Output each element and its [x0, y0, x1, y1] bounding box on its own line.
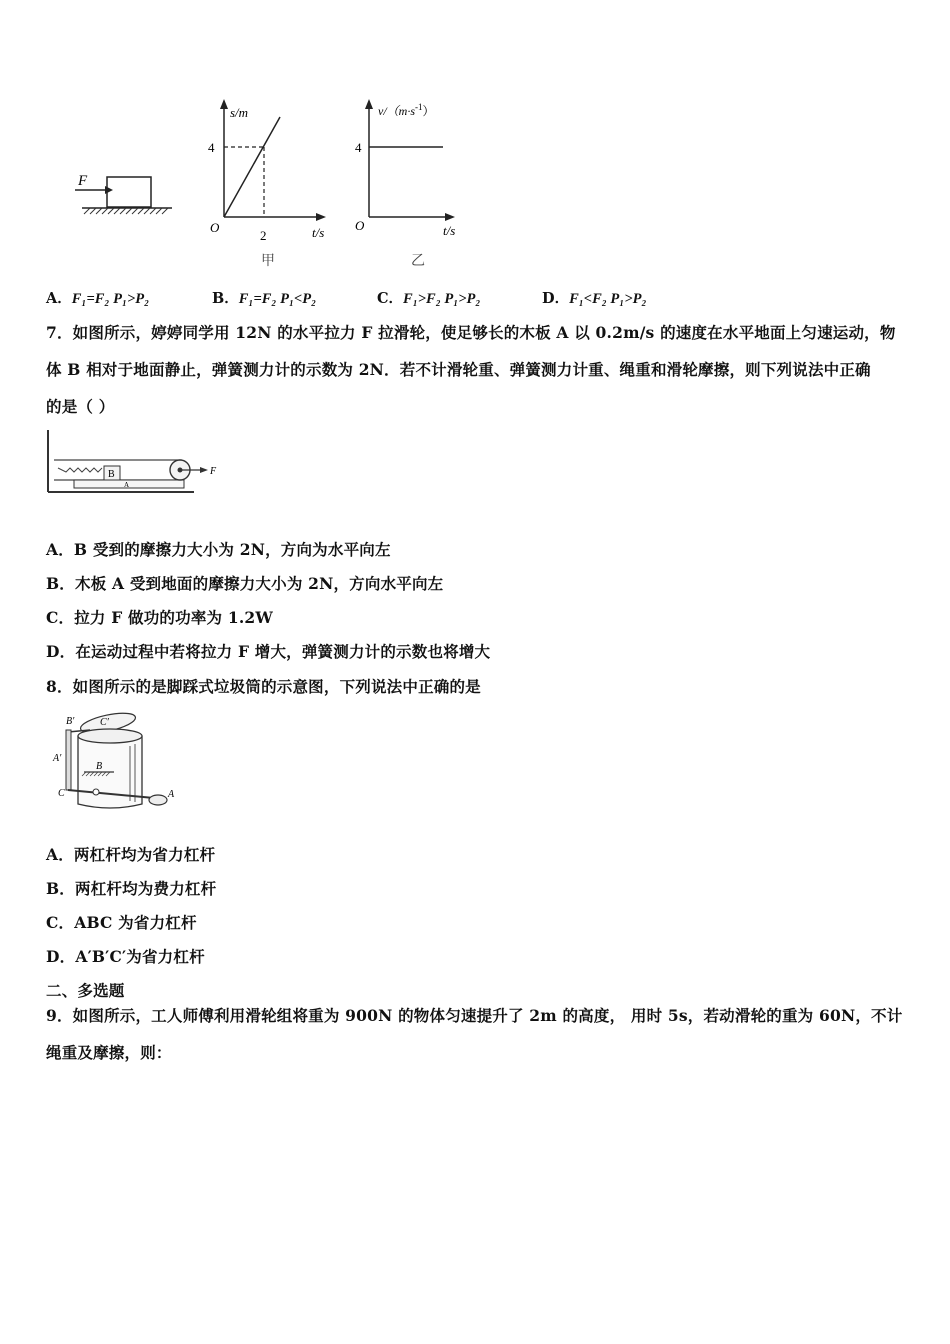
- q7-option-a[interactable]: A．B 受到的摩擦力大小为 2N，方向为水平向左: [46, 540, 391, 559]
- label-b: B: [96, 761, 103, 772]
- label-c: C: [58, 788, 65, 799]
- label-b-prime: B′: [66, 716, 75, 727]
- q7-pulley-figure: [44, 430, 224, 496]
- section-heading: 二、多选题: [46, 981, 125, 1000]
- x-axis-label: t/s: [312, 225, 325, 240]
- label-c-prime: C′: [100, 717, 109, 728]
- q6-block-figure: [70, 165, 180, 220]
- q8-option-c[interactable]: C．ABC 为省力杠杆: [46, 913, 197, 932]
- q8-trash-can-figure: [50, 706, 180, 816]
- q7-option-b[interactable]: B．木板 A 受到地面的摩擦力大小为 2N，方向水平向左: [46, 574, 444, 593]
- option-letter: A．: [46, 290, 72, 307]
- y-axis-close: ）: [422, 104, 435, 118]
- pedal: [149, 795, 167, 805]
- label-a: A: [124, 481, 130, 489]
- q7-stem-line-3: 的是（ ）: [46, 397, 115, 416]
- q9-stem-line-1: 9．如图所示，工人师傅利用滑轮组将重为 900N 的物体匀速提升了 2m 的高度， 用时 5s，若动滑轮的重为 60N，不计: [46, 1006, 903, 1025]
- graph-caption: 甲: [261, 254, 275, 269]
- q8-option-a[interactable]: A．两杠杆均为省力杠杆: [46, 845, 216, 864]
- q8-stem: 8．如图所示的是脚踩式垃圾筒的示意图，下列说法中正确的是: [46, 677, 481, 696]
- graph-caption: 乙: [411, 254, 425, 269]
- x-tick: 2: [260, 228, 267, 243]
- q6-option-d[interactable]: [542, 287, 647, 308]
- option-letter: D．: [542, 290, 570, 307]
- q6-option-c[interactable]: [377, 287, 480, 308]
- force-label: F: [78, 173, 88, 189]
- option-text: F₁=F₂ P₁>P₂: [71, 291, 150, 307]
- y-axis-label: s/m: [230, 105, 249, 120]
- q6-option-a[interactable]: [46, 287, 149, 308]
- q7-option-d[interactable]: D．在运动过程中若将拉力 F 增大，弹簧测力计的示数也将增大: [46, 642, 491, 661]
- origin-label: O: [355, 218, 365, 233]
- label-a: A: [168, 789, 175, 800]
- q8-option-d[interactable]: D．A′B′C′为省力杠杆: [46, 947, 205, 966]
- x-axis-label: t/s: [443, 223, 456, 238]
- q6-option-b[interactable]: [212, 287, 316, 308]
- y-axis-label: v/（m·s: [378, 104, 415, 118]
- y-tick: 4: [208, 140, 215, 155]
- option-text: F₁=F₂ P₁<P₂: [238, 291, 317, 307]
- y-tick: 4: [355, 140, 362, 155]
- block: [107, 177, 151, 207]
- option-letter: B．: [212, 290, 239, 307]
- q7-option-c[interactable]: C．拉力 F 做功的功率为 1.2W: [46, 608, 274, 627]
- option-text: F₁>F₂ P₁>P₂: [403, 291, 481, 307]
- y-axis-sup: -1: [415, 102, 423, 112]
- q8-option-b[interactable]: B．两杠杆均为费力杠杆: [46, 879, 217, 898]
- svg-text:v/（m·s-1）: [378, 102, 435, 118]
- q9-stem-line-2: 绳重及摩擦，则：: [46, 1043, 172, 1062]
- option-text: F₁<F₂ P₁>P₂: [569, 291, 647, 307]
- q6-graph-yi: [345, 95, 475, 270]
- q7-stem-line-2: 体 B 相对于地面静止，弹簧测力计的示数为 2N．若不计滑轮重、弹簧测力计重、绳重和滑轮摩擦，则下列说法中正确: [46, 360, 871, 379]
- q7-stem-line-1: 7．如图所示，婷婷同学用 12N 的水平拉力 F 拉滑轮，使足够长的木板 A 以 0.2m/s 的速度在水平地面上匀速运动，物: [46, 323, 896, 342]
- option-letter: C．: [377, 290, 404, 307]
- label-b: B: [108, 469, 115, 480]
- q6-graph-jia: [200, 95, 340, 270]
- label-a-prime: A′: [53, 753, 62, 764]
- label-f: F: [210, 466, 217, 477]
- origin-label: O: [210, 220, 220, 235]
